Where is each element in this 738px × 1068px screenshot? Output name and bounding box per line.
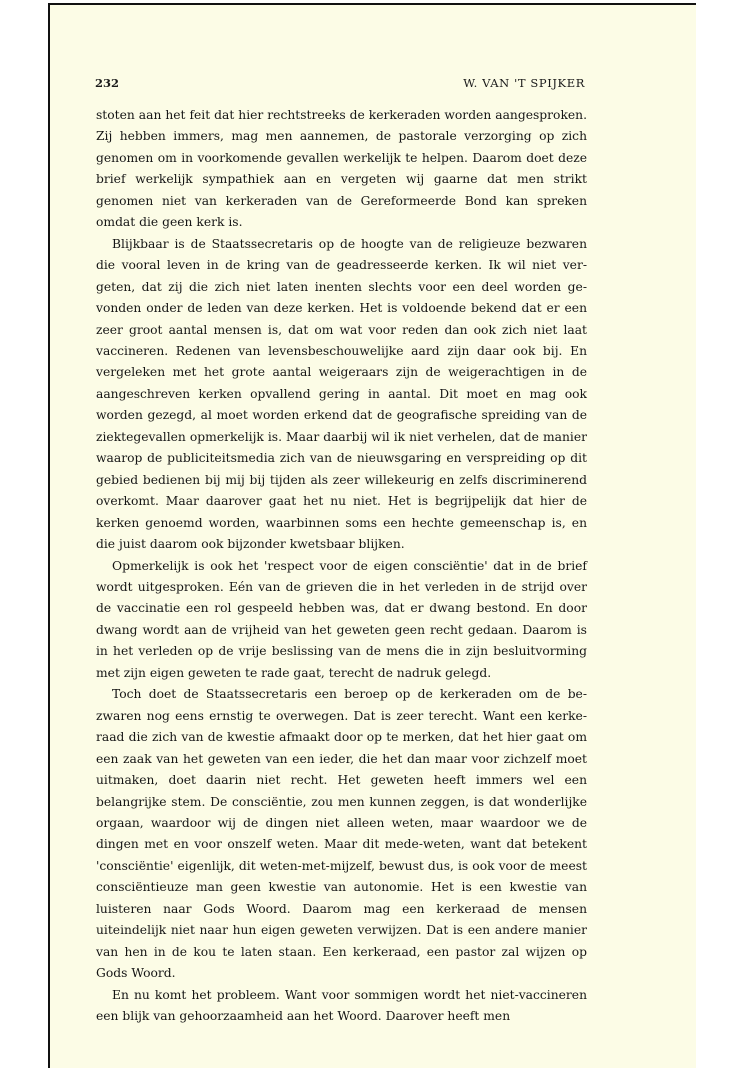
page-header <box>95 76 585 94</box>
page-number: 232 <box>95 76 120 90</box>
paragraph: En nu komt het probleem. Want voor sommigen wordt het niet-vaccineren een blijk van gehoorzaamheid aan het Woord. Daarover heeft men <box>96 987 587 1024</box>
paragraph: stoten aan het feit dat hier rechtstreeks de kerkeraden worden aangesproken. Zij hebben immers, mag men aannemen, de pastorale verzorging op zich genomen om in voorkomende gevallen werkelijk te helpen. Daarom doet deze brief werkelijk sympathiek aan en vergeten wij gaarne dat men strikt genomen niet van kerkeraden van de Gereformeerde Bond kan spreken omdat die geen kerk is. <box>96 108 587 230</box>
body-text <box>96 105 587 1027</box>
paragraph: Toch doet de Staatssecretaris een beroep op de kerkeraden om de bezwaren nog eens ernstig te overwegen. Dat is zeer terecht. Want een kerkeraad die zich van de kwestie afmaakt door op te merken, dat het hier gaat om een zaak van het geweten van een ieder, die het dan maar voor zichzelf moet uitmaken, doet daarin niet recht. Het geweten heeft immers wel een belangrijke stem. De consciëntie, zou men kunnen zeggen, is dat wonderlijke orgaan, waardoor wij de dingen niet alleen weten, maar waardoor we de dingen met en voor onszelf weten. Maar dit mede-weten, want dat betekent 'consciëntie' eigenlijk, dit weten-met-mijzelf, bewust dus, is ook voor de meest consciëntieuze man geen kwestie van autonomie. Het is een kwestie van luisteren naar Gods Woord. Daarom mag een kerkeraad de mensen uiteindelijk niet naar hun eigen geweten verwijzen. Dat is een andere manier van hen in de kou te laten staan. Een kerkeraad, een pastor zal wijzen op Gods Woord. <box>96 687 587 981</box>
paragraph: Blijkbaar is de Staatssecretaris op de hoogte van de religieuze bezwaren die vooral leven in de kring van de geadresseerde kerken. Ik wil niet vergeten, dat zij die zich niet laten inenten slechts voor een deel worden gevonden onder de leden van deze kerken. Het is voldoende bekend dat er een zeer groot aantal mensen is, dat om wat voor reden dan ook zich niet laat vaccineren. Redenen van levensbeschouwelijke aard zijn daar ook bij. En vergeleken met het grote aantal weigeraars zijn de weigerachtigen in de aangeschreven kerken opvallend gering in aantal. Dit moet en mag ook worden gezegd, al moet worden erkend dat de geografische spreiding van de ziektegevallen opmerkelijk is. Maar daarbij wil ik niet verhelen, dat de manier waarop de publiciteitsmedia zich van de nieuwsgaring en verspreiding op dit gebied bedienen bij mij bij tijden als zeer willekeurig en zelfs discriminerend overkomt. Maar daarover gaat het nu niet. Het is begrijpelijk dat hier de kerken genoemd worden, waarbinnen soms een hechte gemeenschap is, en die juist daarom ook bijzonder kwetsbaar blijken. <box>96 236 587 552</box>
paragraph: Opmerkelijk is ook het 'respect voor de eigen consciëntie' dat in de brief wordt uitgesproken. Eén van de grieven die in het verleden in de strijd over de vaccinatie een rol gespeeld hebben was, dat er dwang bestond. En door dwang wordt aan de vrijheid van het geweten geen recht gedaan. Daarom is in het verleden op de vrije beslissing van de mens die in zijn besluitvorming met zijn eigen geweten te rade gaat, terecht de nadruk gelegd. <box>96 558 587 680</box>
running-head: W. VAN 'T SPIJKER <box>463 76 585 90</box>
